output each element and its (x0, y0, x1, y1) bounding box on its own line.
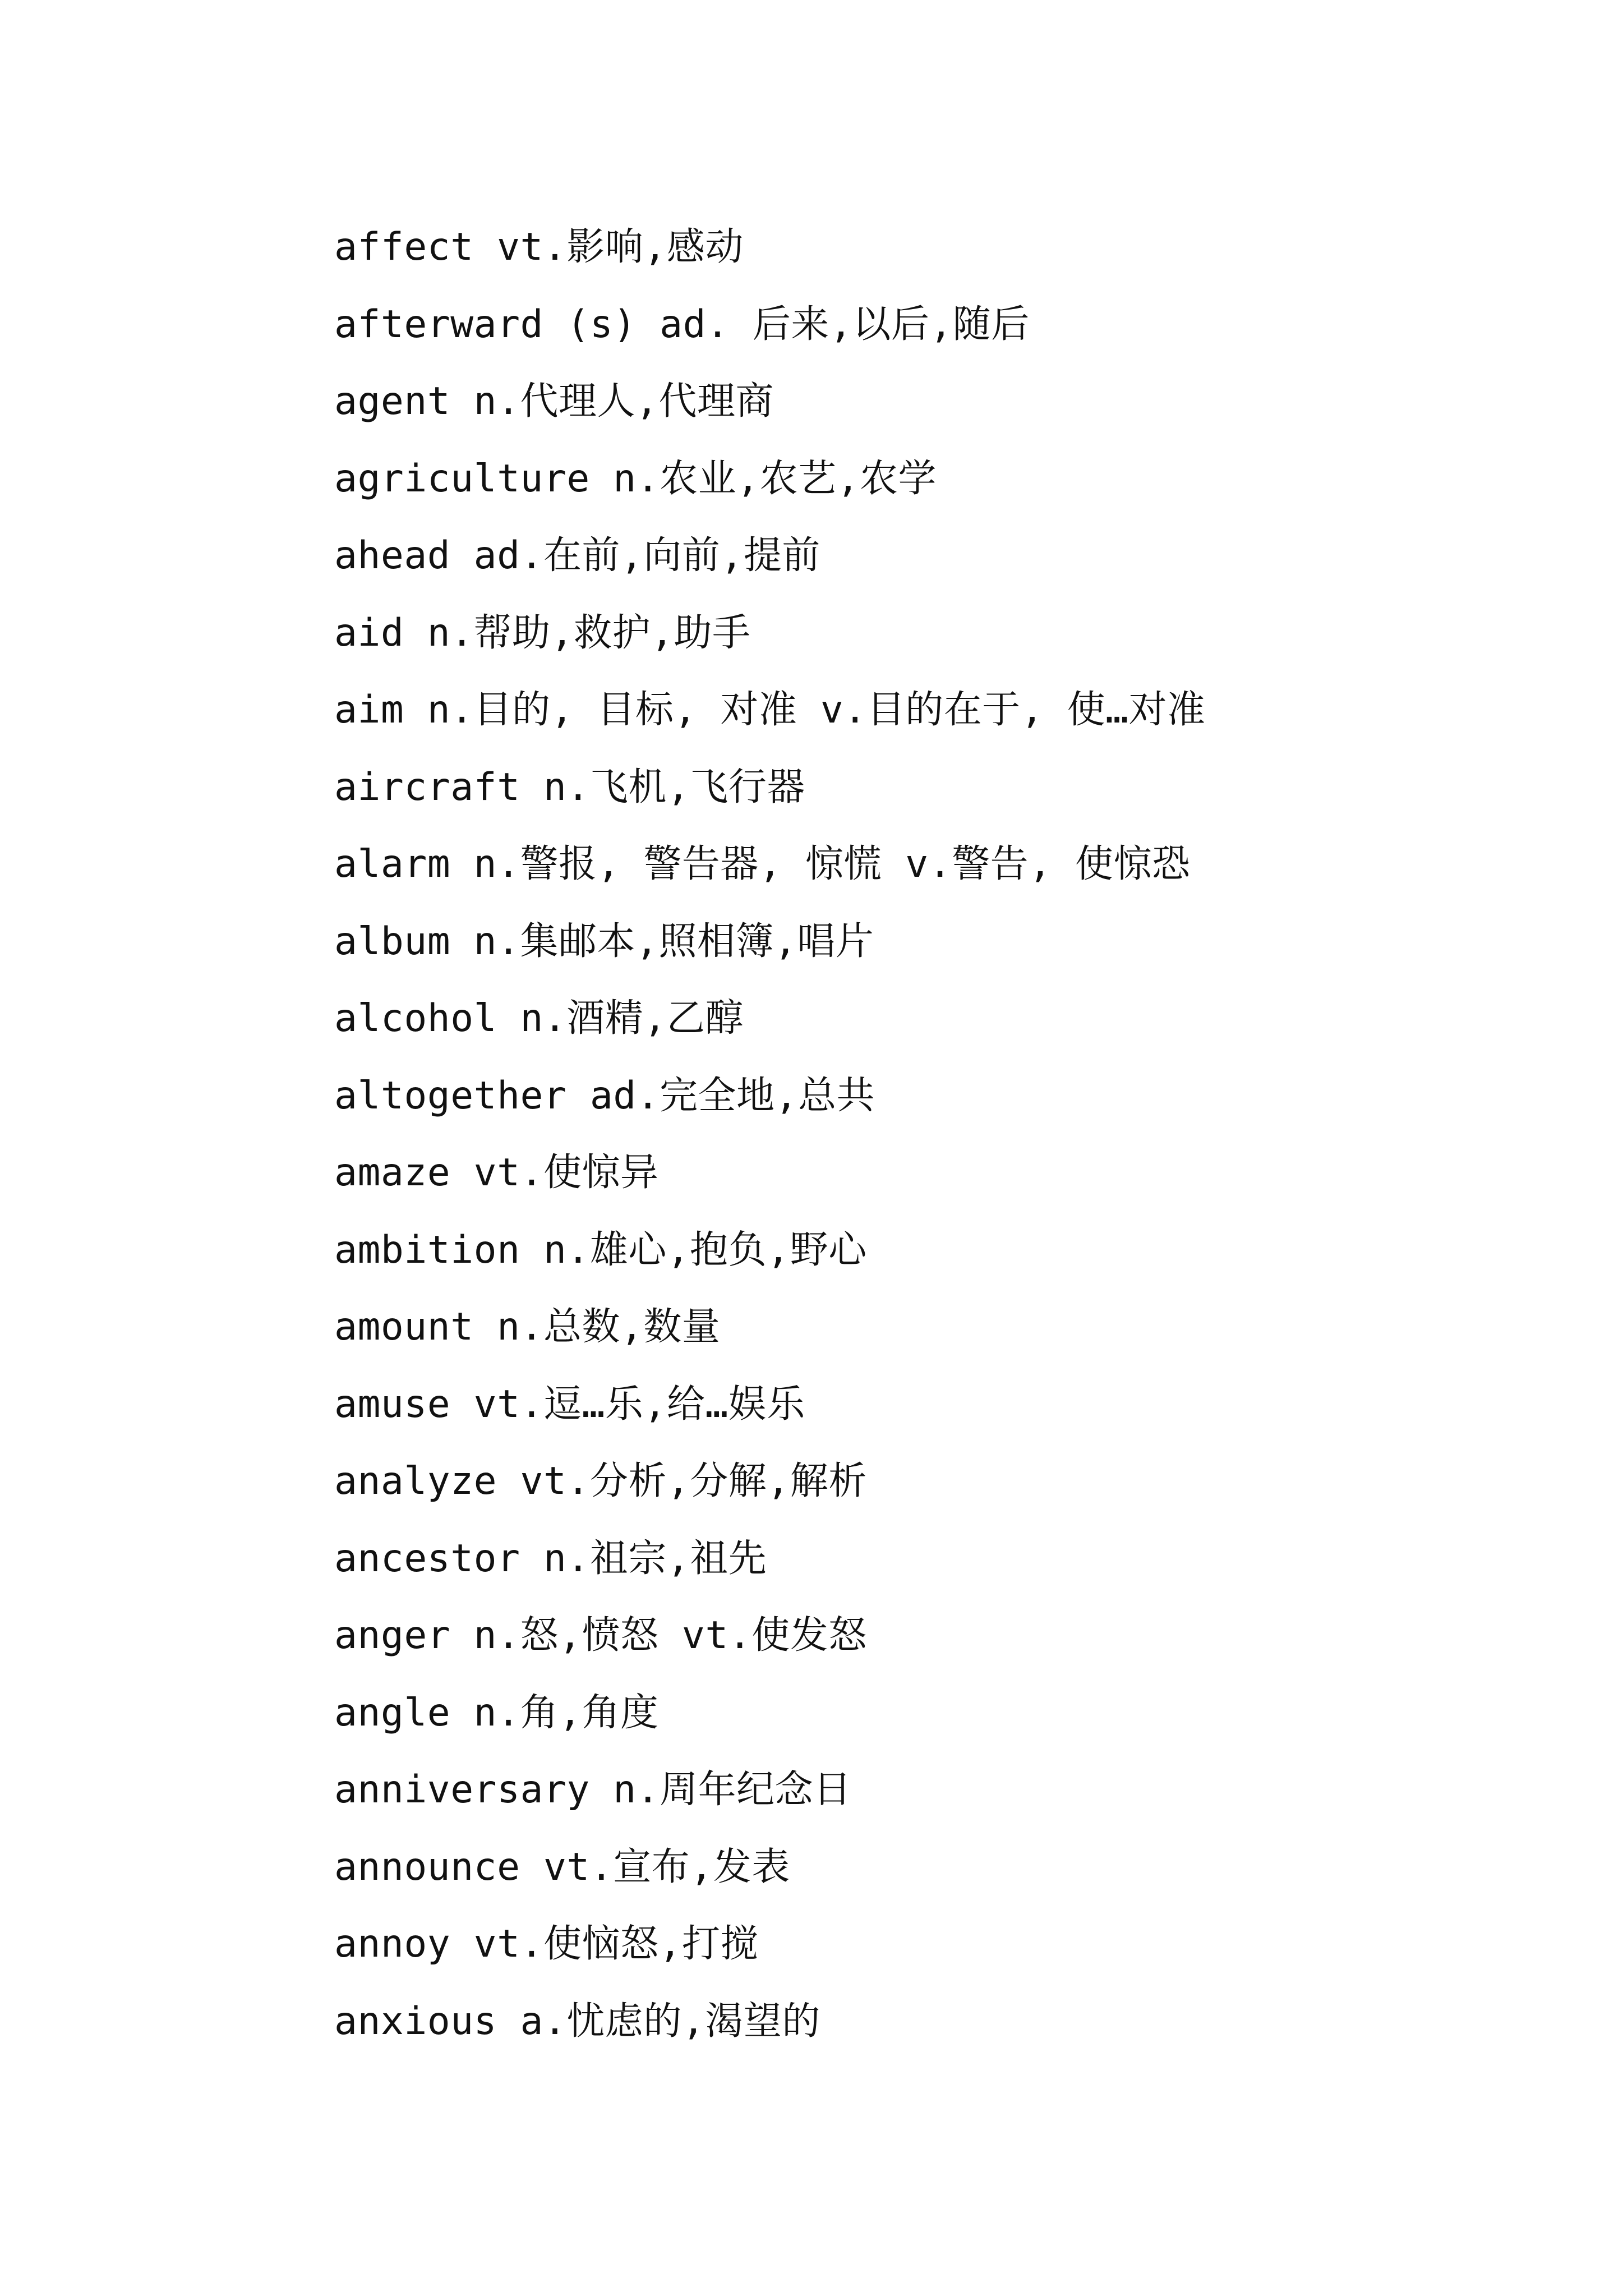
vocab-entry-aid: aid n.帮助,救护,助手 (334, 610, 751, 655)
vocab-entry-annoy: annoy vt.使恼怒,打搅 (334, 1922, 759, 1966)
vocab-entry-album: album n.集邮本,照相簿,唱片 (334, 919, 874, 964)
vocab-entry-amount: amount n.总数,数量 (334, 1305, 721, 1349)
vocab-entry-analyze: analyze vt.分析,分解,解析 (334, 1459, 867, 1503)
vocab-entry-announce: announce vt.宣布,发表 (334, 1844, 790, 1889)
vocab-entry-anniversary: anniversary n.周年纪念日 (334, 1768, 852, 1812)
vocab-entry-amaze: amaze vt.使惊异 (334, 1151, 659, 1195)
vocab-entry-anxious: anxious a.忧虑的,渴望的 (334, 1999, 820, 2044)
vocabulary-list (334, 209, 1206, 2060)
vocab-entry-affect: affect vt.影响,感动 (334, 225, 744, 269)
vocab-entry-amuse: amuse vt.逗…乐,给…娱乐 (334, 1382, 805, 1427)
vocab-entry-angle: angle n.角,角度 (334, 1690, 659, 1735)
vocab-entry-alarm: alarm n.警报, 警告器, 惊慌 v.警告, 使惊恐 (334, 842, 1191, 886)
vocab-entry-aim: aim n.目的, 目标, 对准 v.目的在于, 使…对准 (334, 688, 1206, 732)
vocab-entry-agent: agent n.代理人,代理商 (334, 379, 774, 424)
vocab-entry-afterwards: afterward (s) ad. 后来,以后,随后 (334, 302, 1030, 347)
vocab-entry-ahead: ahead ad.在前,向前,提前 (334, 533, 820, 578)
vocab-entry-altogether: altogether ad.完全地,总共 (334, 1073, 875, 1118)
vocab-entry-ancestor: ancestor n.祖宗,祖先 (334, 1536, 767, 1581)
vocab-entry-ambition: ambition n.雄心,抱负,野心 (334, 1227, 867, 1272)
vocab-entry-aircraft: aircraft n.飞机,飞行器 (334, 765, 805, 809)
vocab-entry-anger: anger n.怒,愤怒 vt.使发怒 (334, 1613, 867, 1658)
vocab-entry-agriculture: agriculture n.农业,农艺,农学 (334, 456, 937, 501)
vocab-entry-alcohol: alcohol n.酒精,乙醇 (334, 996, 744, 1041)
